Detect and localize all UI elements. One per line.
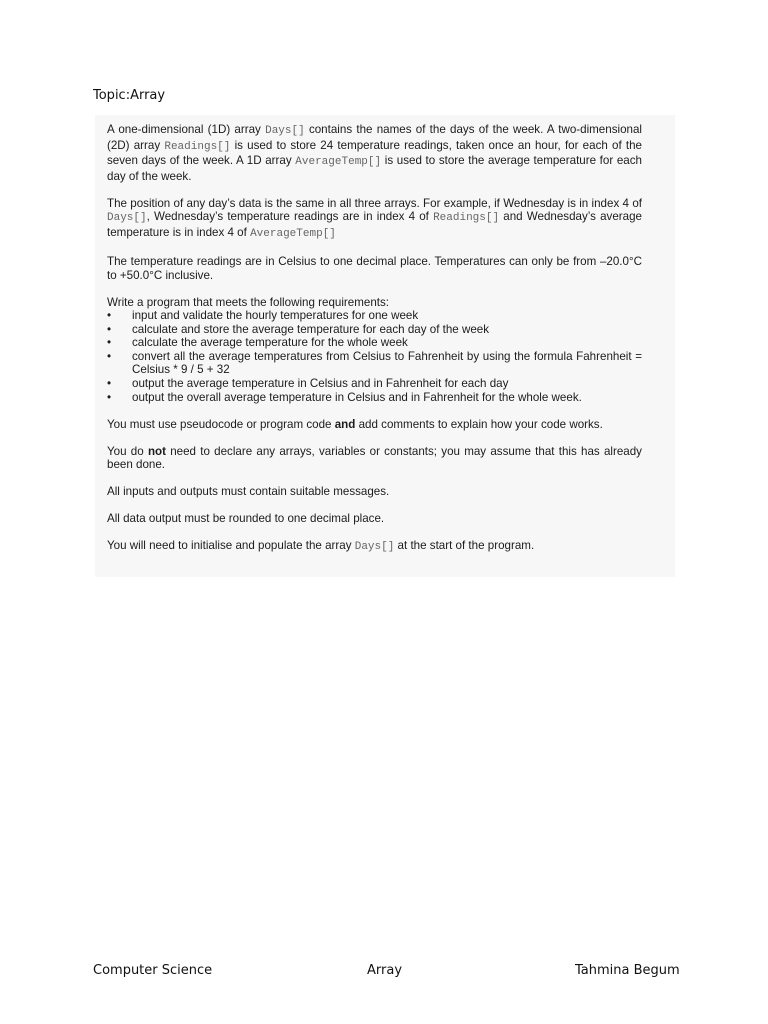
bullet: • [107, 377, 112, 391]
paragraph-pseudocode: You must use pseudocode or program code and add comments to explain how your code works. [107, 417, 603, 431]
bullet: • [107, 349, 112, 363]
requirements-list [107, 309, 642, 404]
paragraph-arrays-intro [107, 123, 642, 183]
paragraph-messages: All inputs and outputs must contain suitable messages. [107, 485, 390, 499]
text: The position of any day’s data is the same in all three arrays. For example, if Wednesday is in index 4 of [107, 196, 642, 210]
paragraph-rounding: All data output must be rounded to one decimal place. [107, 512, 385, 526]
code-days: Days[] [354, 541, 395, 554]
code-averagetemp: AverageTemp[] [295, 156, 382, 169]
question-text [107, 123, 642, 568]
footer-subject: Computer Science [93, 963, 213, 978]
text: , Wednesday’s temperature readings are in index 4 of [146, 210, 434, 224]
code-averagetemp: AverageTemp[] [250, 227, 336, 240]
code-readings: Readings[] [433, 212, 500, 225]
text: is used to store the average temperature for each day of the week. [107, 154, 642, 183]
footer-author: Tahmina Begum [575, 963, 680, 978]
emphasis: and [334, 417, 356, 431]
requirement-item: • convert all the average temperatures from Celsius to Fahrenheit by using the formula Fahrenheit = Celsius * 9 / 5 + 32 [107, 349, 642, 377]
code-readings: Readings[] [164, 140, 231, 153]
paragraph-temperature-range: The temperature readings are in Celsius to one decimal place. Temperatures can only be from –20.0°C to +50.0°C inclusive. [107, 254, 642, 282]
requirement-item: • input and validate the hourly temperatures for one week [107, 309, 419, 323]
footer-topic: Array [367, 963, 403, 978]
requirements-intro: Write a program that meets the following requirements: [107, 295, 390, 309]
text: contains the names of the days of the week. A two-dimensional (2D) array [107, 123, 642, 152]
paragraph-index-example [107, 197, 642, 242]
paragraph-no-declare: You do not need to declare any arrays, variables or constants; you may assume that this has already been done. [107, 444, 642, 472]
bullet: • [107, 309, 112, 323]
requirement-item: • output the overall average temperature in Celsius and in Fahrenheit for the whole week. [107, 390, 582, 404]
paragraph-initialise: You will need to initialise and populate the array Days[] at the start of the program. [107, 539, 535, 554]
bullet: • [107, 390, 112, 404]
code-days: Days[] [107, 212, 147, 225]
emphasis: not [147, 444, 166, 458]
code-days: Days[] [265, 125, 305, 137]
text: is used to store 24 temperature readings, taken once an hour, for each of the seven days of the week. A 1D array [107, 138, 643, 168]
text: and Wednesday’s average temperature is in index 4 of [107, 210, 642, 239]
bullet: • [107, 322, 112, 336]
requirement-item: • calculate and store the average temperature for each day of the week [107, 322, 490, 336]
page-topic: Topic:Array [93, 88, 166, 103]
text: A one-dimensional (1D) array [107, 123, 266, 136]
requirement-item: • calculate the average temperature for the whole week [107, 336, 408, 350]
bullet: • [107, 336, 112, 350]
requirement-item: • output the average temperature in Celsius and in Fahrenheit for each day [107, 377, 509, 391]
